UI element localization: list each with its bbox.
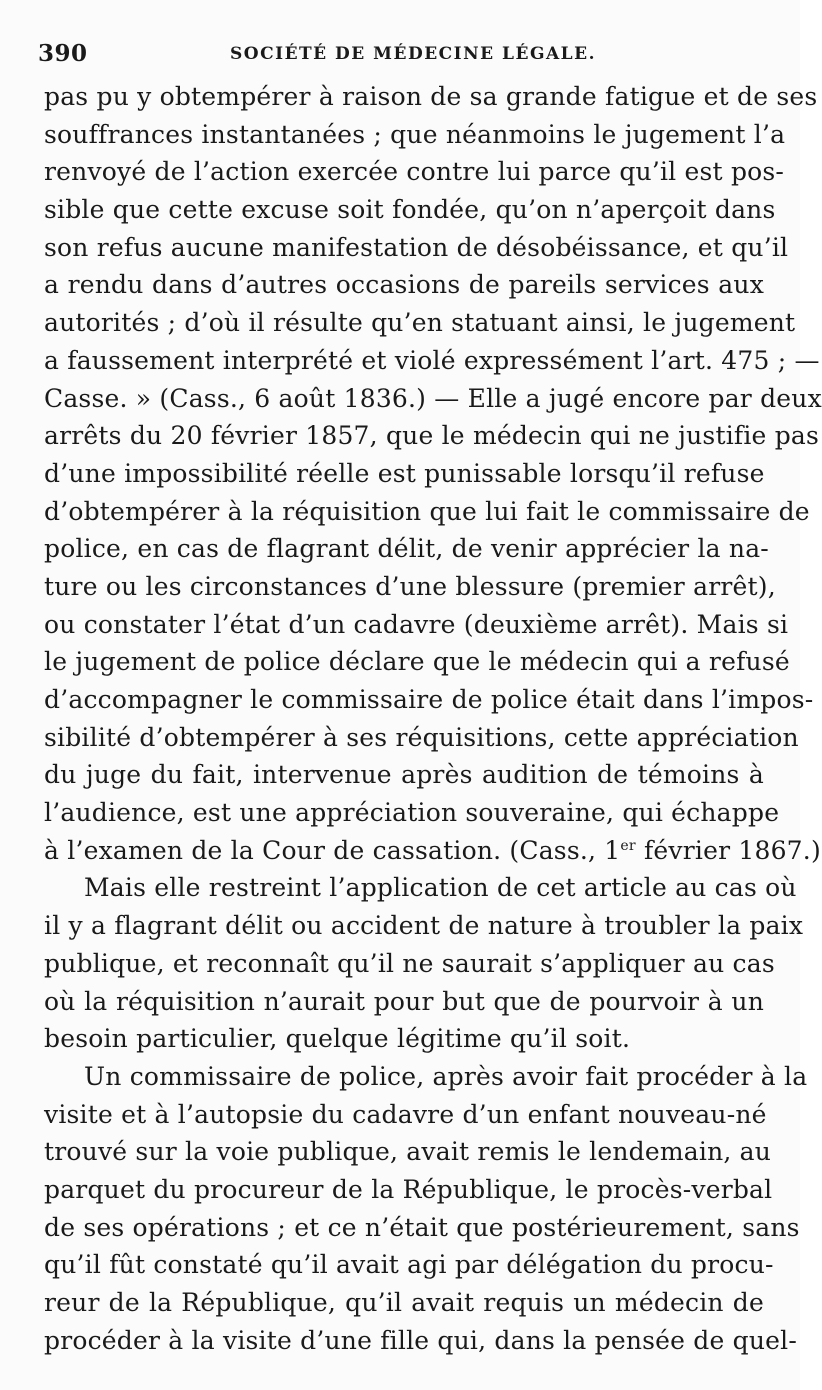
text-line: ou constater l’état d’un cadavre (deuxième arrêt). Mais si xyxy=(44,609,789,639)
text-line: renvoyé de l’action exercée contre lui parce qu’il est pos- xyxy=(44,157,785,187)
text-line: autorités ; d’où il résulte qu’en statuant ainsi, le jugement xyxy=(44,308,796,338)
page-header xyxy=(38,40,778,70)
text-line: Casse. » (Cass., 6 août 1836.) — Elle a jugé encore par deux xyxy=(44,383,822,413)
text-line: procéder à la visite d’une fille qui, dans la pensée de quel- xyxy=(44,1325,797,1355)
text-line: d’obtempérer à la réquisition que lui fait le commissaire de xyxy=(44,496,810,526)
text-line: souffrances instantanées ; que néanmoins le jugement l’a xyxy=(44,119,786,149)
text-line: sible que cette excuse soit fondée, qu’on n’aperçoit dans xyxy=(44,195,776,225)
body-text xyxy=(44,78,822,1359)
text-line: le jugement de police déclare que le médecin qui a refusé xyxy=(44,647,790,677)
text-line: il y a flagrant délit ou accident de nature à troubler la paix xyxy=(44,911,804,941)
text-line: trouvé sur la voie publique, avait remis le lendemain, au xyxy=(44,1137,772,1167)
text-line: arrêts du 20 février 1857, que le médecin qui ne justifie pas xyxy=(44,421,820,451)
text-line: publique, et reconnaît qu’il ne saurait s’appliquer au cas xyxy=(44,948,775,978)
running-head: SOCIÉTÉ DE MÉDECINE LÉGALE. xyxy=(230,44,596,64)
text-line: police, en cas de flagrant délit, de venir apprécier la na- xyxy=(44,534,769,564)
text-line: où la réquisition n’aurait pour but que de pourvoir à un xyxy=(44,986,764,1016)
text-line: pas pu y obtempérer à raison de sa grande fatigue et de ses xyxy=(44,82,818,111)
paragraph-start-line: Un commissaire de police, après avoir fait procéder à la xyxy=(84,1061,808,1091)
citation-text: à l’examen de la Cour de cassation. (Cass., 1 xyxy=(44,835,621,865)
text-line: ture ou les circonstances d’une blessure (premier arrêt), xyxy=(44,571,776,601)
text-line: a faussement interprété et violé expressément l’art. 475 ; — xyxy=(44,345,820,375)
text-line: d’une impossibilité réelle est punissable lorsqu’il refuse xyxy=(44,458,765,488)
paragraph-start-line: Mais elle restreint l’application de cet article au cas où xyxy=(84,873,797,903)
text-line: a rendu dans d’autres occasions de pareils services aux xyxy=(44,270,764,300)
text-line: l’audience, est une appréciation souveraine, qui échappe xyxy=(44,798,780,828)
text-line: parquet du procureur de la République, le procès-verbal xyxy=(44,1174,773,1204)
paragraph-end-line: besoin particulier, quelque légitime qu’il soit. xyxy=(44,1024,631,1054)
text-line: son refus aucune manifestation de désobéissance, et qu’il xyxy=(44,232,789,262)
ordinal-superscript: er xyxy=(620,837,636,854)
text-line: d’accompagner le commissaire de police était dans l’impos- xyxy=(44,685,814,714)
text-line: visite et à l’autopsie du cadavre d’un enfant nouveau-né xyxy=(44,1099,767,1129)
text-line-citation xyxy=(44,832,821,870)
citation-date: février 1867.) xyxy=(635,835,821,865)
text-line: qu’il fût constaté qu’il avait agi par délégation du procu- xyxy=(44,1250,774,1280)
text-line: reur de la République, qu’il avait requis un médecin de xyxy=(44,1288,764,1317)
text-line: du juge du fait, intervenue après audition de témoins à xyxy=(44,760,764,790)
text-line: sibilité d’obtempérer à ses réquisitions, cette appréciation xyxy=(44,722,799,752)
page-number: 390 xyxy=(38,40,88,67)
text-line: de ses opérations ; et ce n’était que postérieurement, sans xyxy=(44,1212,800,1242)
